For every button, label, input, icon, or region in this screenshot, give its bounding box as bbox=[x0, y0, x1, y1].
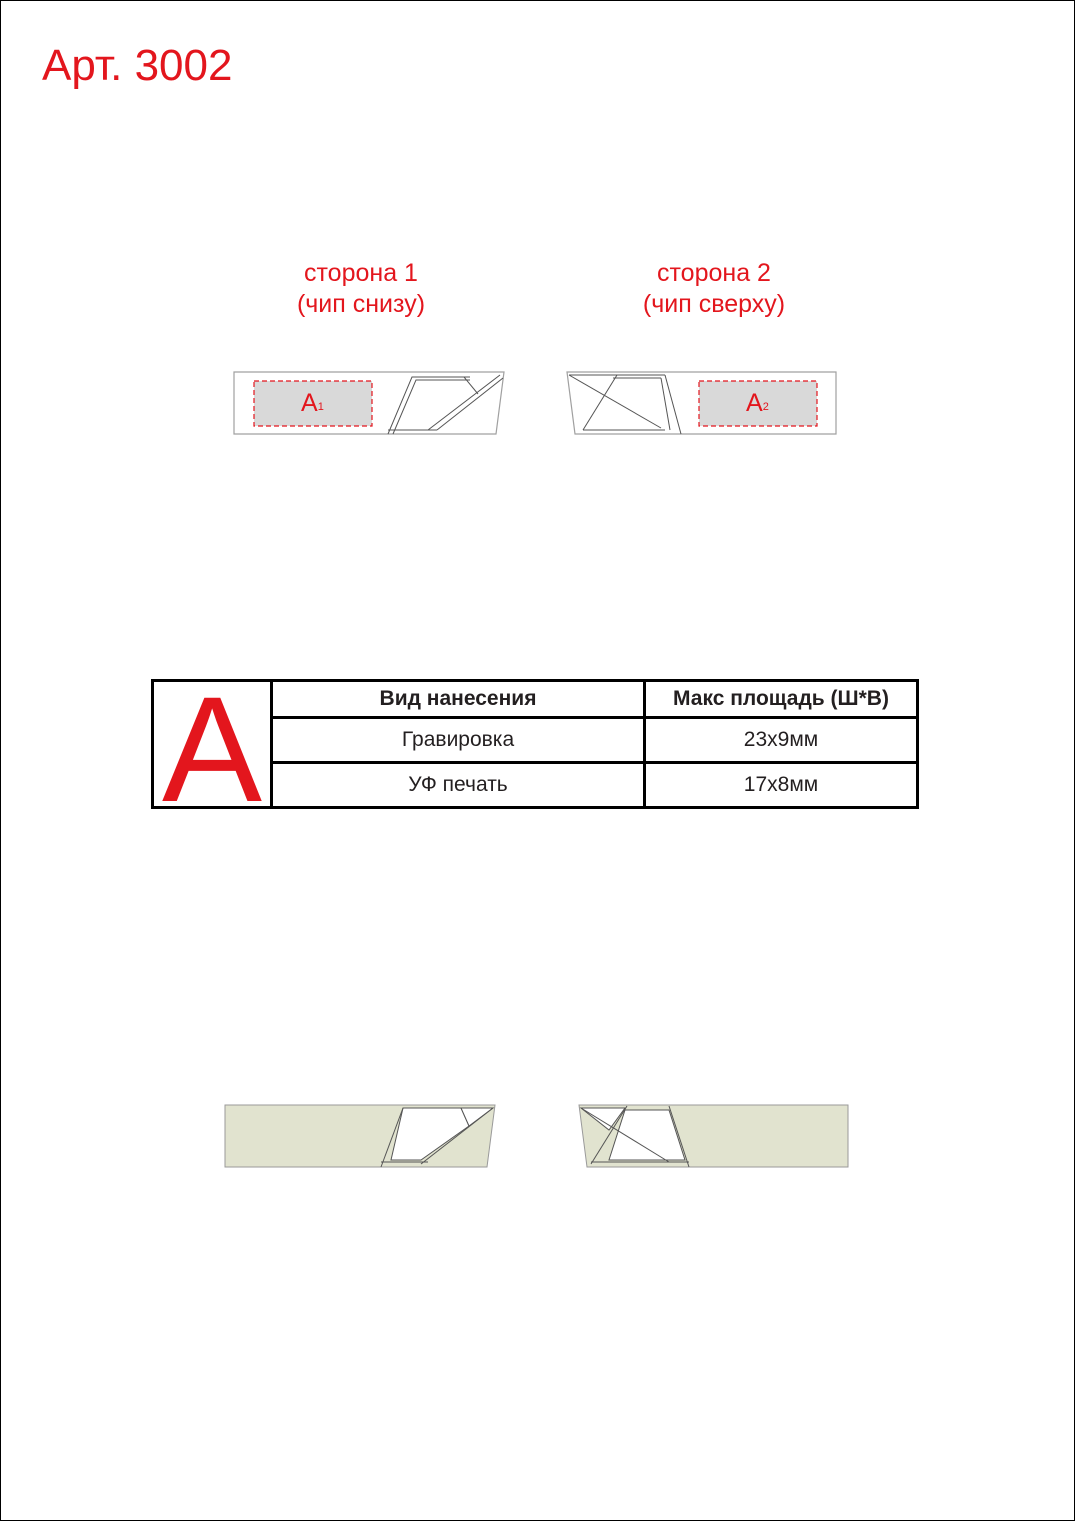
side-2-outline-drawing bbox=[565, 370, 839, 438]
side-1-name: сторона 1 bbox=[304, 259, 418, 287]
header-method: Вид нанесения bbox=[272, 681, 645, 718]
page-title: Арт. 3002 bbox=[42, 41, 233, 90]
header-max-area: Макс площадь (Ш*В) bbox=[645, 681, 918, 718]
zone-a1-label: $A_1$ bbox=[301, 389, 324, 417]
side-1-product-view bbox=[223, 1102, 497, 1170]
method-cell: УФ печать bbox=[272, 763, 645, 808]
side-1-note: (чип снизу) bbox=[296, 290, 426, 318]
side-2-note: (чип сверху) bbox=[642, 290, 786, 318]
area-cell: 23x9мм bbox=[645, 718, 918, 763]
side-1-label bbox=[231, 258, 491, 320]
side-2-label bbox=[584, 258, 844, 320]
side-2-name: сторона 2 bbox=[657, 259, 771, 287]
zone-a2-label: $A_2$ bbox=[746, 389, 769, 417]
method-cell: Гравировка bbox=[272, 718, 645, 763]
zone-marker: A bbox=[161, 665, 263, 833]
area-cell: 17x8мм bbox=[645, 763, 918, 808]
side-1-outline-drawing bbox=[232, 370, 507, 438]
application-spec-table bbox=[151, 665, 919, 833]
zone-marker-cell bbox=[153, 665, 272, 833]
side-2-product-view bbox=[577, 1102, 851, 1170]
